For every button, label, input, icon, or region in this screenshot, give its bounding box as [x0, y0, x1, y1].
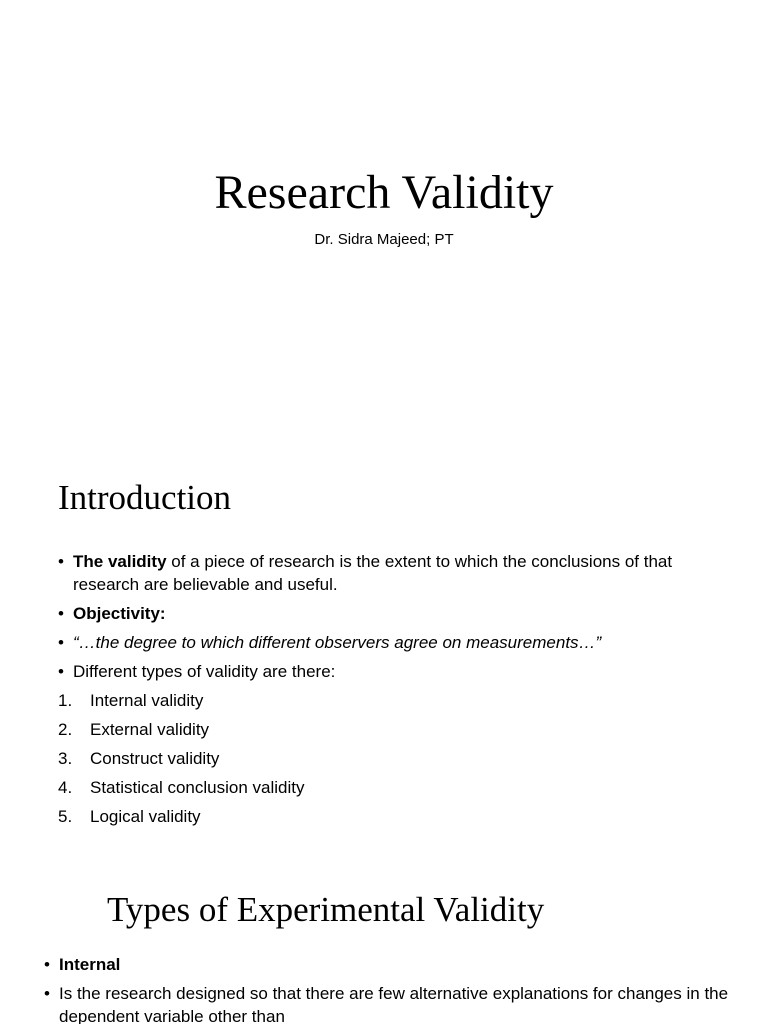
numbered-item — [58, 747, 708, 770]
item-text: Logical validity — [90, 807, 201, 826]
presentation-author: Dr. Sidra Majeed; PT — [314, 231, 454, 248]
item-number: 5. — [58, 807, 73, 826]
bullet-text: of a piece of research is the extent to which the conclusions of that research are believable and useful. — [73, 552, 673, 594]
bullet-bold-text: Objectivity: — [73, 604, 166, 623]
item-text: Statistical conclusion validity — [90, 778, 305, 797]
item-text: Construct validity — [90, 749, 220, 768]
numbered-item — [58, 776, 708, 799]
numbered-item — [58, 805, 708, 828]
bullet-icon: • — [44, 984, 50, 1003]
definition-quote: “…the degree to which different observers agree on measurements…” — [73, 633, 602, 652]
title-slide — [0, 0, 768, 432]
item-text: External validity — [90, 720, 210, 739]
bullet-icon: • — [58, 604, 64, 623]
bullet-text: Different types of validity are there: — [73, 662, 336, 681]
bullet-list — [58, 550, 708, 834]
list-item — [58, 660, 708, 683]
bullet-icon: • — [58, 552, 64, 571]
item-number: 2. — [58, 720, 73, 739]
slide-heading: Introduction — [58, 478, 232, 517]
list-item — [58, 550, 708, 596]
item-number: 4. — [58, 778, 73, 797]
list-item — [44, 982, 744, 1024]
numbered-item — [58, 718, 708, 741]
bullet-list — [44, 953, 744, 1024]
bullet-icon: • — [44, 955, 50, 974]
bullet-bold-text: Internal — [59, 955, 121, 974]
item-text: Internal validity — [90, 691, 204, 710]
bullet-bold-text: The validity — [73, 552, 167, 571]
bullet-text: Is the research designed so that there are few alternative explanations for changes in the dependent variable other than — [59, 984, 729, 1024]
bullet-icon: • — [58, 633, 64, 652]
list-item — [58, 631, 708, 654]
item-number: 3. — [58, 749, 73, 768]
presentation-title: Research Validity — [214, 166, 554, 219]
introduction-slide — [0, 432, 768, 864]
list-item — [44, 953, 744, 976]
numbered-item — [58, 689, 708, 712]
bullet-icon: • — [58, 662, 64, 681]
list-item — [58, 602, 708, 625]
types-slide — [0, 864, 768, 1024]
slide-heading: Types of Experimental Validity — [107, 890, 545, 929]
item-number: 1. — [58, 691, 73, 710]
